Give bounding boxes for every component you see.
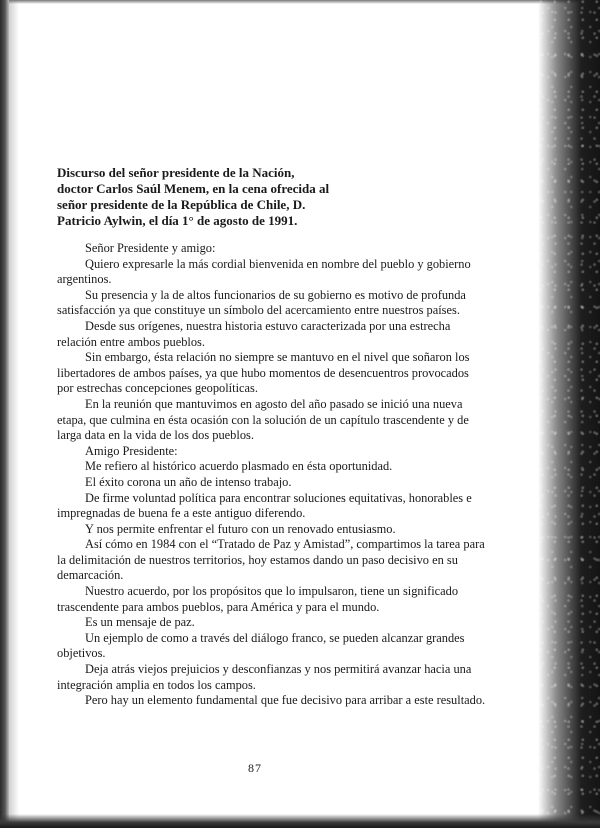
speech-paragraph: Nuestro acuerdo, por los propósitos que lo impulsaron, tiene un significado trascendente para ambos pueblos, para América y para el mundo. xyxy=(57,584,459,614)
heading-line: doctor Carlos Saúl Menem, en la cena ofrecida al xyxy=(57,181,330,196)
speech-paragraph: Es un mensaje de paz. xyxy=(85,615,195,630)
scan-edge-bottom xyxy=(0,814,600,828)
speech-paragraph: Un ejemplo de como a través del diálogo franco, se pueden alcanzar grandes objetivos. xyxy=(57,630,465,661)
scan-edge-left-shadow xyxy=(9,0,19,828)
speech-paragraph: Su presencia y la de altos funcionarios de su gobierno es motivo de profunda satisfacción ya que constituye un símbolo del acercamiento entre nuestros países. xyxy=(57,287,466,318)
heading-line: Discurso del señor presidente de la Nación, xyxy=(57,165,295,180)
speech-paragraph: Sin embargo, ésta relación no siempre se mantuvo en el nivel que soñaron los libertadores de ambos países, ya que hubo momentos de desencuentros provocados por estrechas concepciones geopolíticas. xyxy=(57,350,470,396)
speech-paragraph: Deja atrás viejos prejuicios y desconfianzas y nos permitirá avanzar hacia una integración amplia en todos los campos. xyxy=(57,662,472,692)
speech-paragraph: Y nos permite enfrentar el futuro con un renovado entusiasmo. xyxy=(85,521,396,536)
speech-paragraph: Así cómo en 1984 con el “Tratado de Paz y Amistad”, compartimos la tarea para la delimitación de nuestros territorios, hoy estamos dando un paso decisivo en su demarcación. xyxy=(57,537,485,583)
speech-paragraph: Desde sus orígenes, nuestra historia estuvo caracterizada por una estrecha relación entre ambos pueblos. xyxy=(57,318,451,349)
speech-paragraph: De firme voluntad política para encontrar soluciones equitativas, honorables e impregnadas de buena fe a este antiguo diferendo. xyxy=(57,490,472,521)
page-number: 87 xyxy=(248,761,262,775)
scan-edge-top xyxy=(0,0,600,4)
speech-paragraph: En la reunión que mantuvimos en agosto del año pasado se inició una nueva etapa, que culmina en ésta ocasión con la solución de un capítulo trascendente y de larga data en la vida de los dos pueblos. xyxy=(57,396,469,443)
speech-paragraph: Pero hay un elemento fundamental que fue decisivo para arribar a este resultado. xyxy=(85,693,486,708)
scan-edge-left xyxy=(0,0,9,828)
heading-line: señor presidente de la República de Chile, D. xyxy=(57,197,306,212)
speech-body xyxy=(57,241,487,709)
heading-line: Patricio Aylwin, el día 1° de agosto de 1991. xyxy=(57,213,298,228)
speech-heading xyxy=(57,165,477,229)
speech-paragraph: Señor Presidente y amigo: xyxy=(85,241,216,255)
speech-paragraph: El éxito corona un año de intenso trabajo. xyxy=(85,474,292,489)
scan-edge-right-texture xyxy=(538,0,600,828)
speech-paragraph: Amigo Presidente: xyxy=(85,443,178,458)
speech-paragraph: Quiero expresarle la más cordial bienvenida en nombre del pueblo y gobierno argentinos. xyxy=(57,256,471,287)
speech-paragraph: Me refiero al histórico acuerdo plasmado en ésta oportunidad. xyxy=(85,459,393,474)
